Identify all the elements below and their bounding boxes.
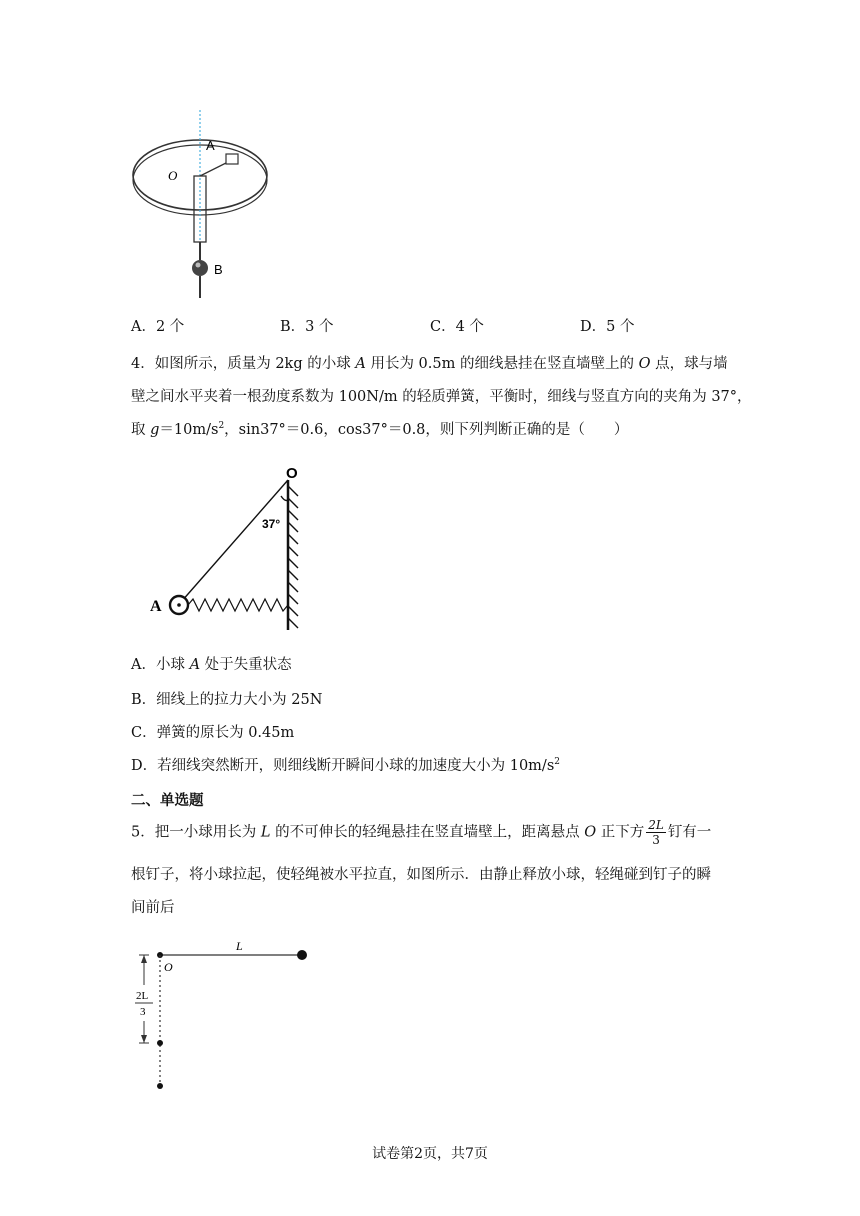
q3-option-a: A．2 个	[131, 319, 185, 335]
pendulum-figure	[128, 935, 318, 1095]
q3-option-d: D．5 个	[580, 319, 635, 335]
q3-option-b: B．3 个	[280, 319, 334, 335]
q4-option-d: D．若细线突然断开，则细线断开瞬间小球的加速度大小为 $10m/s^2$	[131, 757, 560, 774]
label-a: A	[206, 138, 215, 153]
q5-line3: 间前后	[131, 900, 175, 916]
frac-num: 2L	[136, 990, 149, 1002]
wall-spring-figure	[145, 462, 315, 637]
q4-line2: 壁之间水平夹着一根劲度系数为 100N/m 的轻质弹簧，平衡时，细线与竖直方向的夹角为 37°，	[131, 389, 752, 405]
q4-option-b: B．细线上的拉力大小为 25N	[131, 692, 323, 708]
fraction: $\frac{2L}{3}$	[648, 818, 664, 847]
q5-line1: 5．把一小球用长为 L 的不可伸长的轻绳悬挂在竖直墙壁上，距离悬点 O 正下方 $\frac{2L}{3}$ 钉有一	[131, 818, 712, 847]
q5-line2: 根钉子，将小球拉起，使轻绳被水平拉直，如图所示．由静止释放小球，轻绳碰到钉子的瞬	[131, 867, 711, 883]
q4-option-a: A．小球 A 处于失重状态	[131, 657, 292, 673]
q3-option-c: C．4 个	[430, 319, 484, 335]
label-o: O	[168, 168, 178, 183]
label-a: A	[150, 598, 162, 615]
label-o: O	[164, 960, 173, 974]
angle-label: 37°	[262, 517, 281, 531]
q4-option-c: C．弹簧的原长为 0.45m	[131, 725, 295, 741]
q4-line3: 取 $g=10m/s^2$，sin37°＝0.6，cos37°＝0.8，则下列判断正确的是（ ）	[131, 421, 629, 438]
section-title: 二、单选题	[131, 793, 204, 809]
q4-line1: 4．如图所示，质量为 2kg 的小球 A 用长为 0.5m 的细线悬挂在竖直墙壁上的 O 点，球与墙	[131, 356, 728, 372]
label-b: B	[214, 262, 223, 277]
page-footer: 试卷第2页，共7页	[372, 1146, 488, 1162]
label-o: O	[286, 465, 298, 482]
disc-figure	[128, 110, 278, 300]
frac-den: 3	[140, 1006, 146, 1018]
label-l: L	[236, 939, 243, 953]
